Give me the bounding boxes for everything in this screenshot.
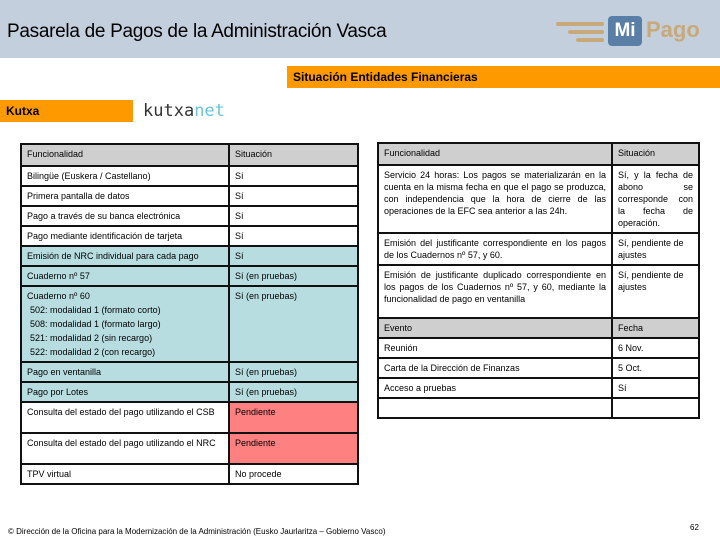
table-row: Cuaderno nº 57 Sí (en pruebas) (21, 266, 358, 286)
table-row: Pago a través de su banca electrónica Sí (21, 206, 358, 226)
entity-label: Kutxa (0, 100, 133, 122)
col-header: Situación (229, 144, 358, 166)
header-bar (0, 0, 720, 58)
services-events-table: Funcionalidad Situación Servicio 24 horas: Los pagos se materializarán en la cuenta en la misma fecha en que el pago se produzca, con independencia que la hora de cierre de las operaciones de la EFC sea anterior a las 24h. Sí, y la fecha de abono se corresponde con la fecha de operación. Emisión del justificante correspondiente en los pagos de los Cuadernos nº 57, y 60. Sí, pendiente de ajustes Emisión de justificante duplicado correspondiente en los pagos de los Cuadernos nº 57, y 60, mediante la funcionalidad de pago en ventanilla Sí, pendiente de ajustes Evento Fecha Reunión 6 Nov. Carta de la Dirección de Finanzas 5 Oct. Acceso a pruebas Sí (377, 142, 700, 419)
mipago-logo: Mi Pago (556, 14, 711, 50)
table-row: Servicio 24 horas: Los pagos se materializarán en la cuenta en la misma fecha en que el pago se produzca, con independencia que la hora de cierre de las operaciones de la EFC sea anterior a las 24h. Sí, y la fecha de abono se corresponde con la fecha de operación. (378, 165, 699, 233)
table-row: Primera pantalla de datos Sí (21, 186, 358, 206)
table-row: Pago por Lotes Sí (en pruebas) (21, 382, 358, 402)
table-row: Emisión de NRC individual para cada pago Sí (21, 246, 358, 266)
page-title: Pasarela de Pagos de la Administración Vasca (7, 21, 387, 42)
page-number: 62 (690, 523, 699, 532)
event-row: Carta de la Dirección de Finanzas 5 Oct. (378, 358, 699, 378)
table-row: Consulta del estado del pago utilizando el CSB Pendiente (21, 402, 358, 433)
table-row: Emisión de justificante duplicado correspondiente en los pagos de los Cuadernos nº 57, y 60, mediante la funcionalidad de pago en ventanilla Sí, pendiente de ajustes (378, 265, 699, 318)
table-row: Bilingüe (Euskera / Castellano) Sí (21, 166, 358, 186)
functionality-table (20, 143, 359, 485)
event-row: Reunión 6 Nov. (378, 338, 699, 358)
table-row: Pago en ventanilla Sí (en pruebas) (21, 362, 358, 382)
table-row: TPV virtual No procede (21, 464, 358, 484)
section-banner: Situación Entidades Financieras (287, 66, 720, 88)
kutxanet-logo: kutxanet (143, 101, 225, 121)
table-row: Cuaderno nº 60 502: modalidad 1 (formato corto) 508: modalidad 1 (formato largo) 521: modalidad 2 (sin recargo) 522: modalidad 2 (con recargo) Sí (en pruebas) (21, 286, 358, 362)
table-row: Pago mediante identificación de tarjeta Sí (21, 226, 358, 246)
empty-row (378, 398, 699, 418)
table-row: Emisión del justificante correspondiente en los pagos de los Cuadernos nº 57, y 60. Sí, pendiente de ajustes (378, 233, 699, 265)
col-header: Funcionalidad (21, 144, 229, 166)
table-row: Consulta del estado del pago utilizando el NRC Pendiente (21, 433, 358, 464)
status-pending: Pendiente (229, 433, 358, 464)
footer-copyright: © Dirección de la Oficina para la Modernización de la Administración (Eusko Jaurlaritza – Gobierno Vasco) (8, 527, 386, 536)
event-row: Acceso a pruebas Sí (378, 378, 699, 398)
status-pending: Pendiente (229, 402, 358, 433)
